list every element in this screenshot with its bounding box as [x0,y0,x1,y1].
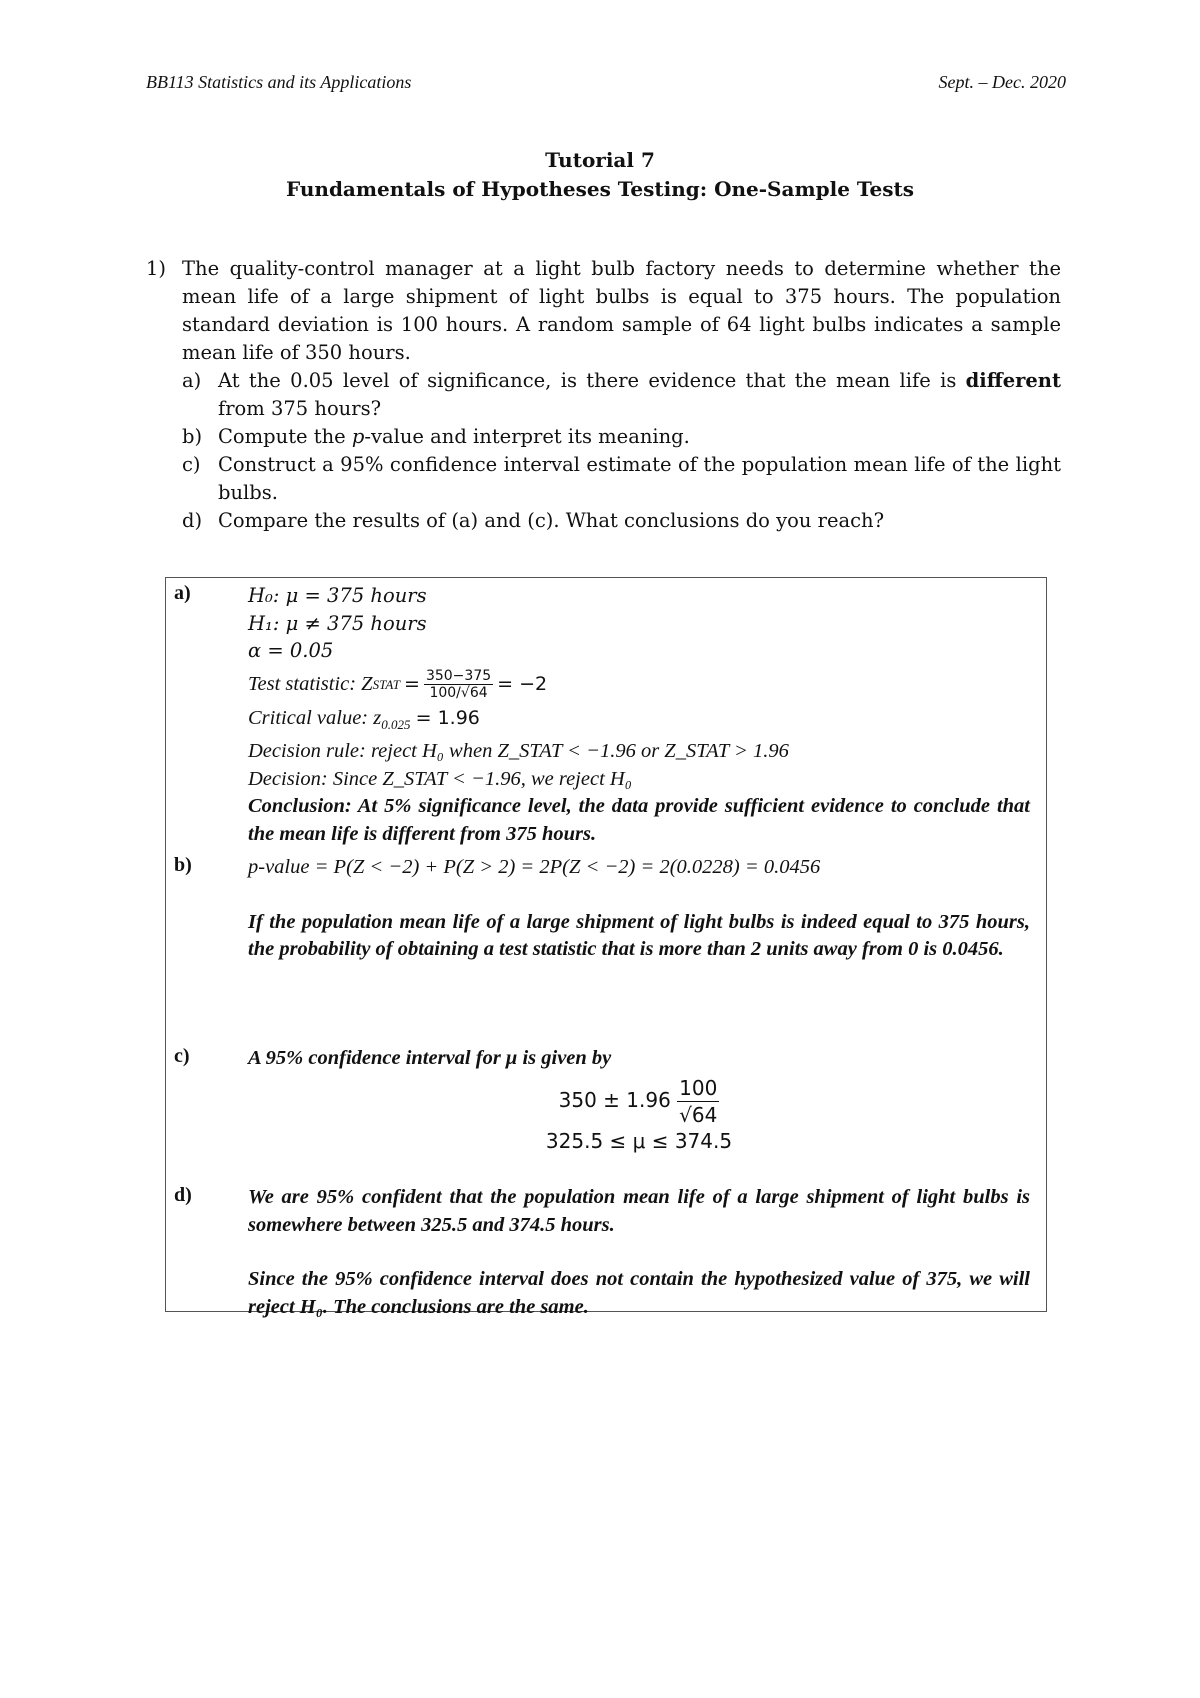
part-b: b) Compute the p-value and interpret its meaning. [182,425,690,448]
course-header: BB113 Statistics and its Applications [146,72,412,92]
p-value-interpretation: If the population mean life of a large shipment of light bulbs is indeed equal to 375 hours, the probability of obtaining a test statistic that is more than 2 units away from 0 is 0.0456. [248,910,1030,960]
tutorial-title: Tutorial 7 [545,148,655,172]
answer-box: a) H₀: μ = 375 hours H₁: μ ≠ 375 hours α = 0.05 Test statistic: Z STAT = $\frac{350-375}{100/√64}$ = −2 Critical value: $z_{0.025} = 1.96$ Decision rule: reject H₀ when Z_STAT < −1.96 or Z_STAT > 1.96 Decision: Since Z_STAT < −1.96, we reject H₀ Conclusion: At 5% significance level, the data provide sufficient evidence to conclude that the mean life is different from 375 hours. b) p-value = P(Z < −2) + P(Z > 2) = 2P(Z < −2) = 2(0.0228) = 0.0456 If the population mean life of a large shipment of light bulbs is indeed equal to 375 hours, the probability of obtaining a test statistic that is more than 2 units away from 0 is 0.0456. c) A 95% confidence interval for μ is given by 350 ± 1.96 $\frac{100}{√64}$ 325.5 ≤ μ ≤ 374.5 d) We are 95% confident that the population mean life of a large shipment of light bulbs is somewhere between 325.5 and 374.5 hours. Since the 95% confidence interval does not contain the hypothesized value of 375, we will reject H₀. The conclusions are the same. [165,577,1047,1312]
part-a: a) At the 0.05 level of significance, is there evidence that the mean life is different from 375 hours? [182,369,1061,420]
question-number: 1) [146,257,167,280]
null-hypothesis: H₀: μ = 375 hours [248,584,427,607]
conclusion: Conclusion: At 5% significance level, the data provide sufficient evidence to conclude that the mean life is different from 375 hours. [248,795,1030,845]
part-c: c) Construct a 95% confidence interval estimate of the population mean life of the light bulbs. [182,453,1061,504]
p-value-formula: p-value = P(Z < −2) + P(Z > 2) = 2P(Z < −2) = 2(0.0228) = 0.0456 [248,856,821,878]
ci-intro: A 95% confidence interval for μ is given by [248,1047,612,1069]
critical-value: Critical value: $z_{0.025} = 1.96$ [248,706,480,732]
tutorial-subtitle: Fundamentals of Hypotheses Testing: One-Sample Tests [286,177,914,201]
title-block [0,146,1200,204]
decision-rule: Decision rule: reject H₀ when Z_STAT < −1.96 or Z_STAT > 1.96 [248,740,789,763]
question-text: The quality-control manager at a light bulb factory needs to determine whether the mean life of a large shipment of light bulbs is equal to 375 hours. The population standard deviation is 100 hours. A random sample of 64 light bulbs indicates a sample mean life of 350 hours. [182,257,1061,364]
alpha-level: α = 0.05 [248,639,334,662]
decision: Decision: Since Z_STAT < −1.96, we reject H₀ [248,767,632,790]
ci-interpretation: We are 95% confident that the population mean life of a large shipment of light bulbs is somewhere between 325.5 and 374.5 hours. [248,1186,1030,1236]
question-1 [146,255,1061,535]
ci-interval: 325.5 ≤ μ ≤ 374.5 [545,1128,733,1153]
test-statistic: Test statistic: Z STAT = $\frac{350-375}{100/√64}$ = −2 [248,668,548,701]
part-d: d) Compare the results of (a) and (c). What conclusions do you reach? [182,509,885,532]
ci-expression: 350 ± 1.96 $\frac{100}{√64}$ [558,1075,718,1127]
alt-hypothesis: H₁: μ ≠ 375 hours [248,611,427,635]
term-header: Sept. – Dec. 2020 [938,72,1066,92]
comparison-conclusion: Since the 95% confidence interval does not contain the hypothesized value of 375, we will reject H₀. The conclusions are the same. [248,1268,1030,1318]
